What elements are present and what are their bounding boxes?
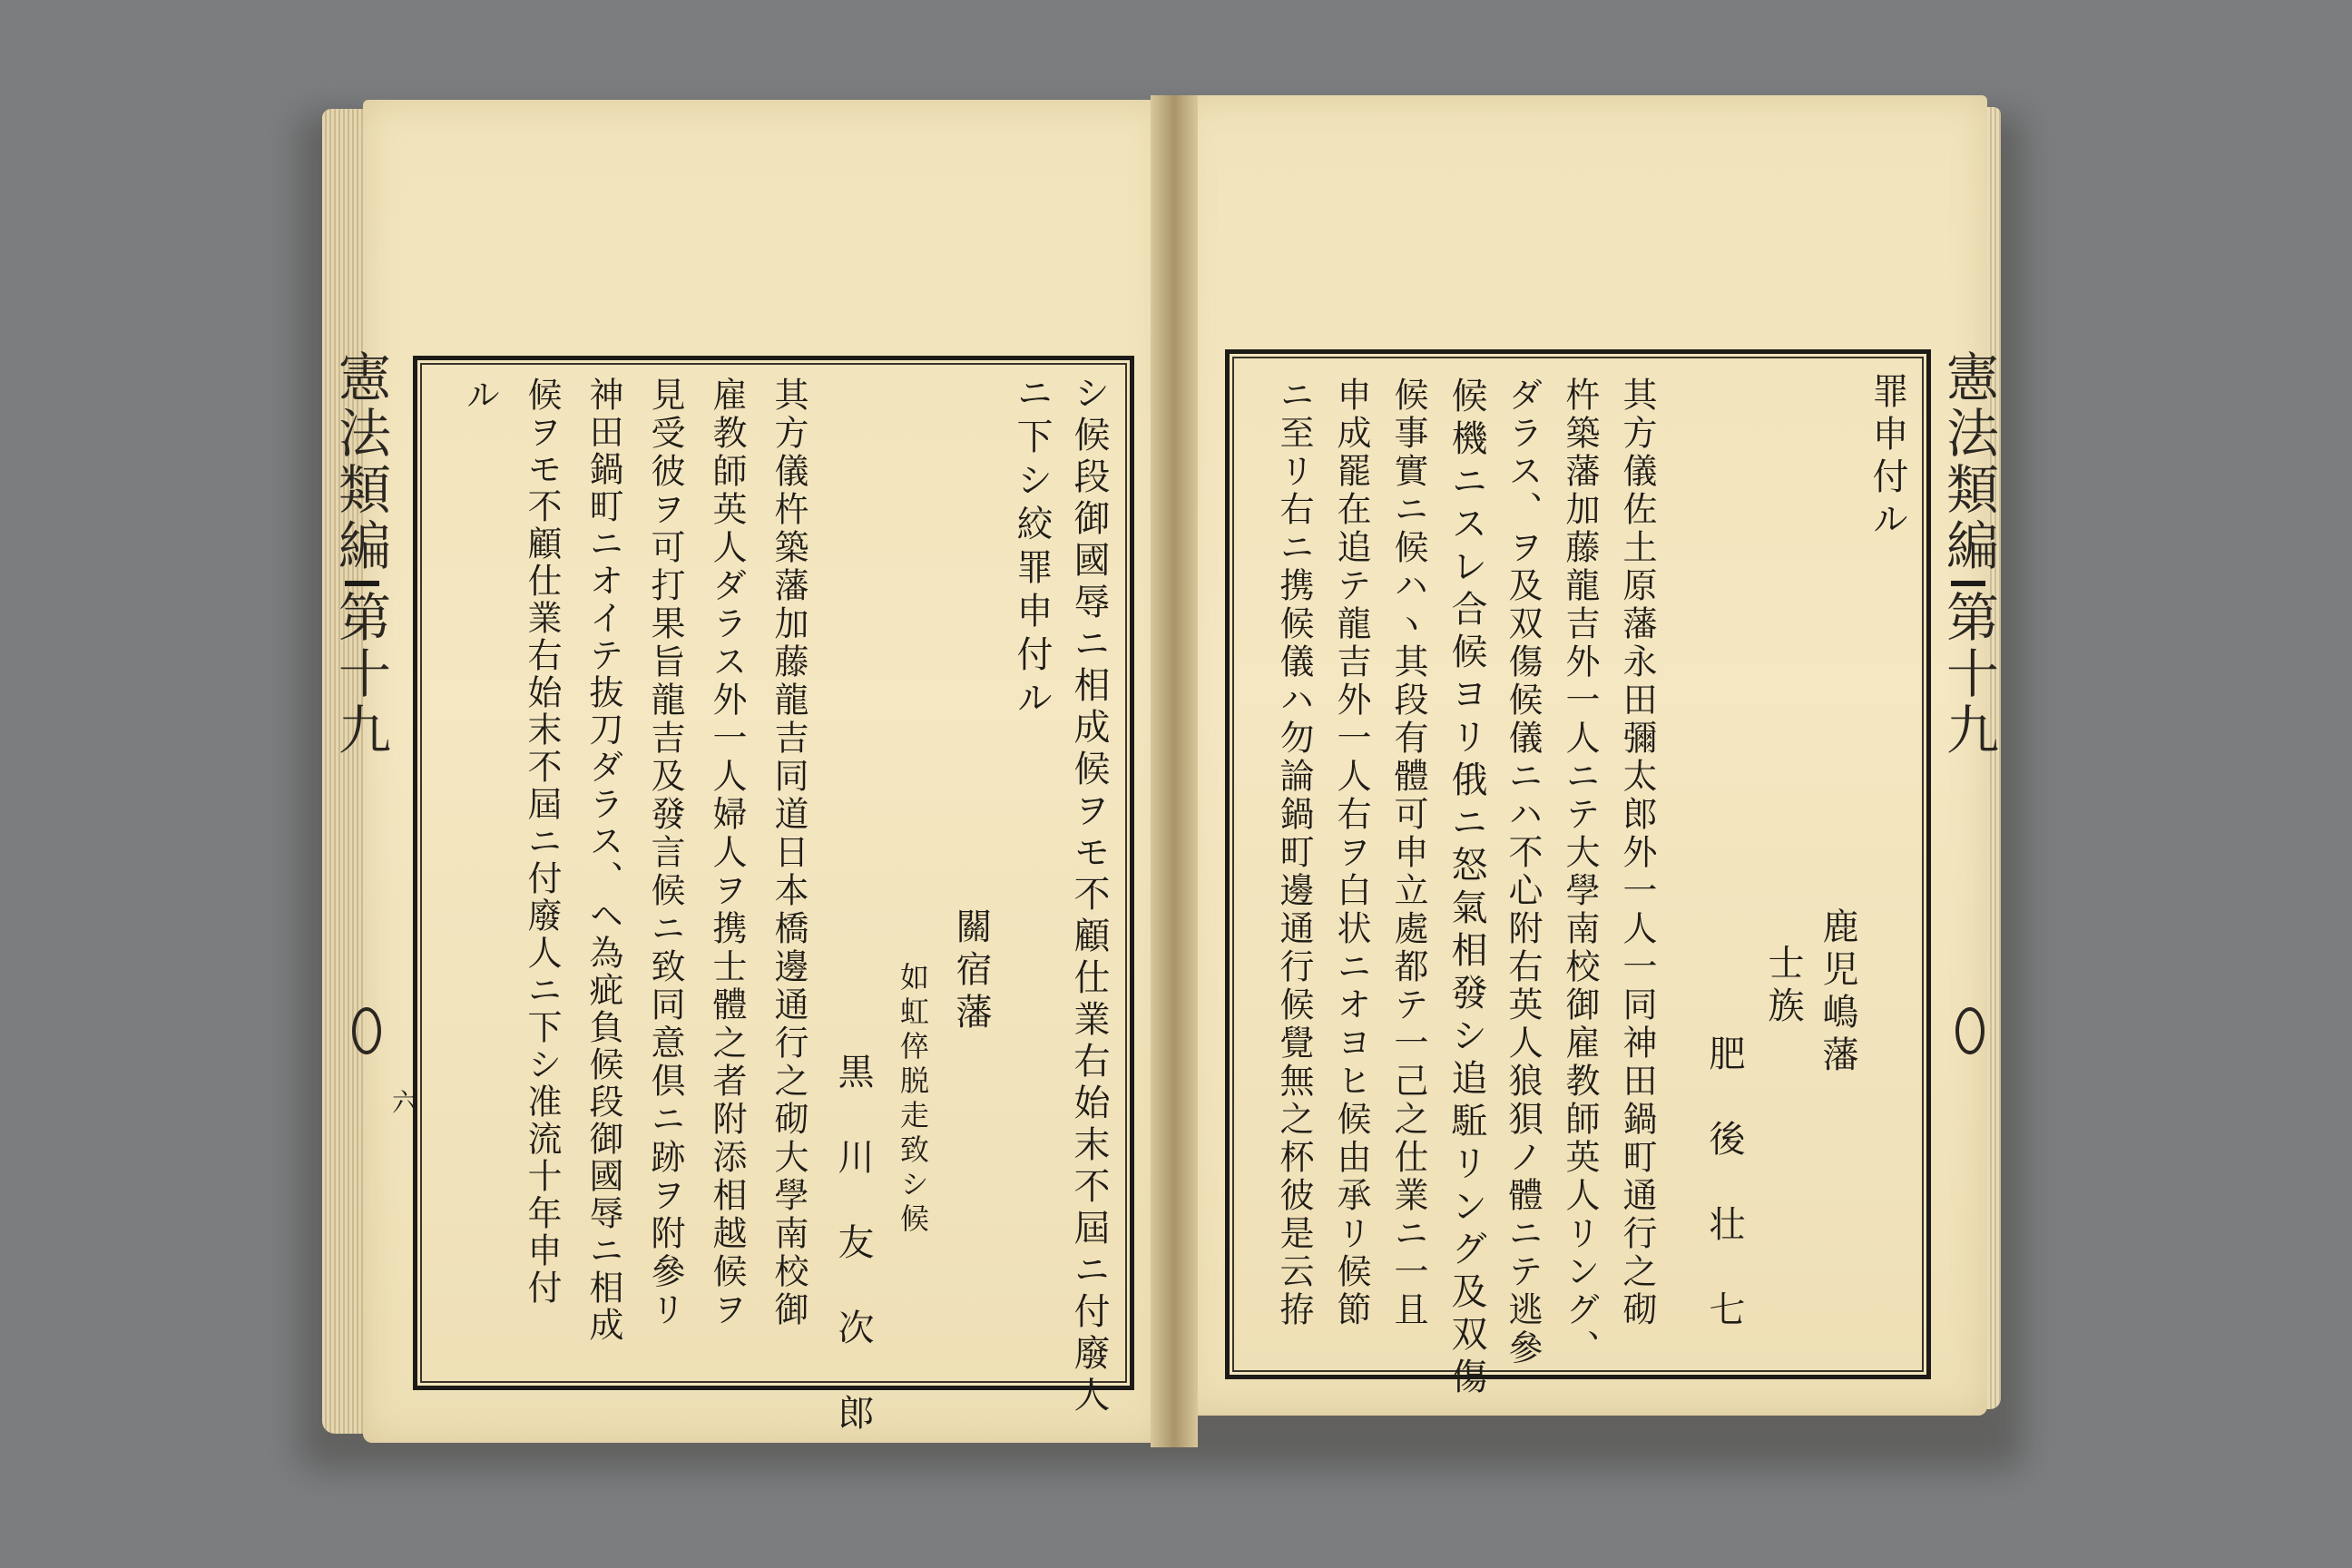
right-rank: 士族 — [1762, 944, 1804, 1029]
left-person-name: 黒 川 友 次 郎 — [832, 1053, 874, 1436]
right-page-marker — [1955, 1007, 1984, 1054]
right-text-column-1: 其方儀佐土原藩永田彌太郎外一人一同神田鍋町通行之砌 — [1617, 377, 1657, 1329]
left-spine-volume: 第十九 — [329, 590, 391, 759]
right-text-column-4: 候機ニスレ合候ヨリ俄ニ怒氣相發シ追駈リング及双傷 — [1446, 377, 1487, 1400]
right-text-column-3: ダラス、ヲ及双傷候儀ニハ不心附右英人狼狽ノ體ニテ逃參 — [1503, 377, 1543, 1367]
right-top-line: 罪申付ル — [1867, 372, 1908, 543]
left-person-desc: 如虹倅脱走致シ候 — [896, 962, 930, 1238]
left-page-marker — [352, 1007, 381, 1054]
right-spine-volume: 第十九 — [1937, 590, 1999, 759]
right-text-column-5: 候事實ニ候ハヽ其段有體可申立處都テ一己之仕業ニ一且 — [1388, 377, 1428, 1329]
left-spine-title: 憲法類編 — [329, 349, 391, 574]
left-text-column-5: 見受彼ヲ可打果旨龍吉及發言候ニ致同意倶ニ跡ヲ附參リ — [645, 377, 685, 1329]
right-person-name: 肥 後 壮 七 — [1703, 1034, 1745, 1333]
book-gutter — [1151, 95, 1198, 1447]
left-page-number: 六 — [388, 1089, 418, 1121]
left-text-column-4: 雇教師英人ダラス外一人婦人ヲ携士體之者附添相越候ヲ — [707, 377, 747, 1329]
left-header-divider — [345, 581, 379, 586]
left-text-column-8: ル — [460, 377, 500, 415]
right-text-column-6: 申成罷在追テ龍吉外一人右ヲ白状ニオヨヒ候由承リ候節 — [1331, 377, 1371, 1329]
right-text-column-2: 杵築藩加藤龍吉外一人ニテ大學南校御雇教師英人リング、 — [1560, 377, 1600, 1367]
right-domain-heading: 鹿児嶋藩 — [1817, 907, 1858, 1078]
right-spine-title: 憲法類編 — [1937, 349, 1999, 574]
left-text-column-6: 神田鍋町ニオイテ抜刀ダラス、ヘ為疵負候段御國辱ニ相成 — [583, 377, 623, 1344]
left-domain-heading: 關宿藩 — [950, 907, 992, 1035]
left-text-column-7: 候ヲモ不顧仕業右始末不屆ニ付廢人ニ下シ准流十年申付 — [522, 377, 562, 1307]
left-text-column-3: 其方儀杵築藩加藤龍吉同道日本橋邊通行之砌大學南校御 — [769, 377, 808, 1329]
left-text-column-1: シ候段御國辱ニ相成候ヲモ不顧仕業右始末不屆ニ付廢人 — [1068, 374, 1110, 1417]
right-header-divider — [1951, 581, 1985, 586]
right-text-column-7: ニ至リ右ニ携候儀ハ勿論鍋町邊通行候覺無之杯彼是云拵 — [1274, 377, 1314, 1329]
left-text-column-2: ニ下シ絞罪申付ル — [1011, 374, 1053, 722]
